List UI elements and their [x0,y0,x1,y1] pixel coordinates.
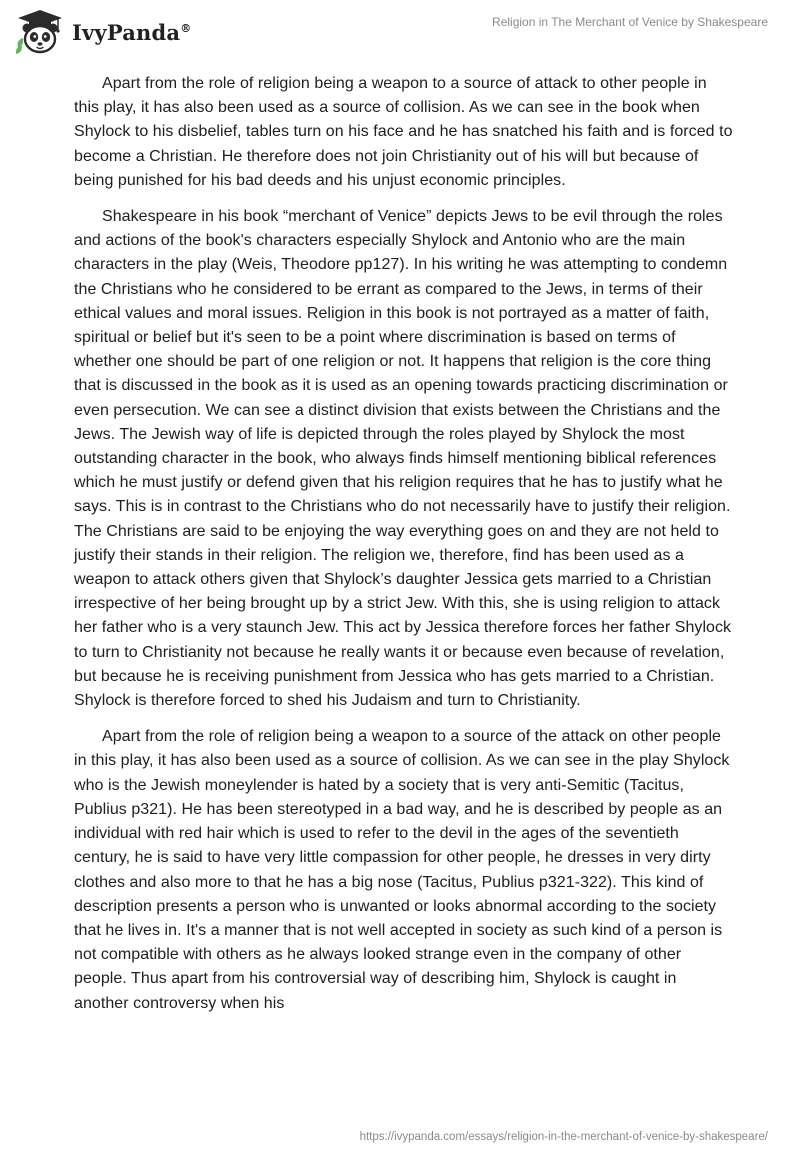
page-header [0,0,800,62]
brand-name [72,20,191,45]
paragraph: Apart from the role of religion being a weapon to a source of the attack on other people in this play, it has also been used as a source of collision. As we can see in the play Shylock who is the Jewish moneylender is hated by a society that is very anti-Semitic (Tacitus, Publius p321). He has been stereotyped in a bad way, and he is described by people as an individual with red hair which is used to refer to the devil in the ages of the seventieth century, he is said to have very little compassion for other people, he dresses in very dirty clothes and also more to that he has a big nose (Tacitus, Publius p321-322). This kind of description presents a person who is unwanted or looks abnormal according to the society that he lives in. It's a manner that is not well accepted in society as such kind of a person is not compatible with others as he always looked strange even in the company of other people. Thus apart from his controversial way of describing him, Shylock is caught in another controversy when his [74,728,730,1012]
essay-body [74,72,734,1028]
document-title: Religion in The Merchant of Venice by Shakespeare [492,15,768,29]
registered-mark: ® [180,21,192,35]
paragraph: Apart from the role of religion being a weapon to a source of attack to other people in this play, it has also been used as a source of collision. As we can see in the book when Shylock to his disbelief, tables turn on his face and he has snatched his faith and is forced to become a Christian. He therefore does not join Christianity out of his will but because of being punished for his bad deeds and his unjust economic principles. [74,75,733,189]
brand-text: IvyPanda [72,19,181,45]
ivypanda-logo[interactable] [14,8,191,56]
source-url-link[interactable]: https://ivypanda.com/essays/religion-in-the-merchant-of-venice-by-shakespeare/ [359,1131,768,1143]
paragraph: Shakespeare in his book “merchant of Venice” depicts Jews to be evil through the roles and actions of the book's characters especially Shylock and Antonio who are the main characters in the play (Weis, Theodore pp127). In his writing he was attempting to condemn the Christians who he considered to be errant as compared to the Jews, in terms of their ethical values and moral issues. Religion in this book is not portrayed as a matter of faith, spiritual or belief but it's seen to be a point where discrimination is based on terms of whether one should be part of one religion or not. It happens that religion is the core thing that is discussed in the book as it is used as an opening towards practicing discrimination or even persecution. We can see a distinct division that exists between the Christians and the Jews. The Jewish way of life is depicted through the roles played by Shylock the most outstanding character in the book, who always finds himself mentioning biblical references which he must justify or defend given that his religion requires that he has to justify what he says. This is in contrast to the Christians who do not necessarily have to justify their religion. The Christians are said to be enjoying the way everything goes on and they are not held to justify their stands in their religion. The religion we, therefore, find has been used as a weapon to attack others given that Shylock’s daughter Jessica gets married to a Christian irrespective of her being brought up by a strict Jew. With this, she is using religion to attack her father who is a very staunch Jew. This act by Jessica therefore forces her father Shylock to turn to Christianity not because he really wants it or because even because of revelation, but because he is receiving punishment from Jessica who has gets married to a Christian. Shylock is therefore forced to shed his Judaism and turn to Christianity. [74,208,732,710]
panda-graduation-cap-icon [14,8,66,56]
